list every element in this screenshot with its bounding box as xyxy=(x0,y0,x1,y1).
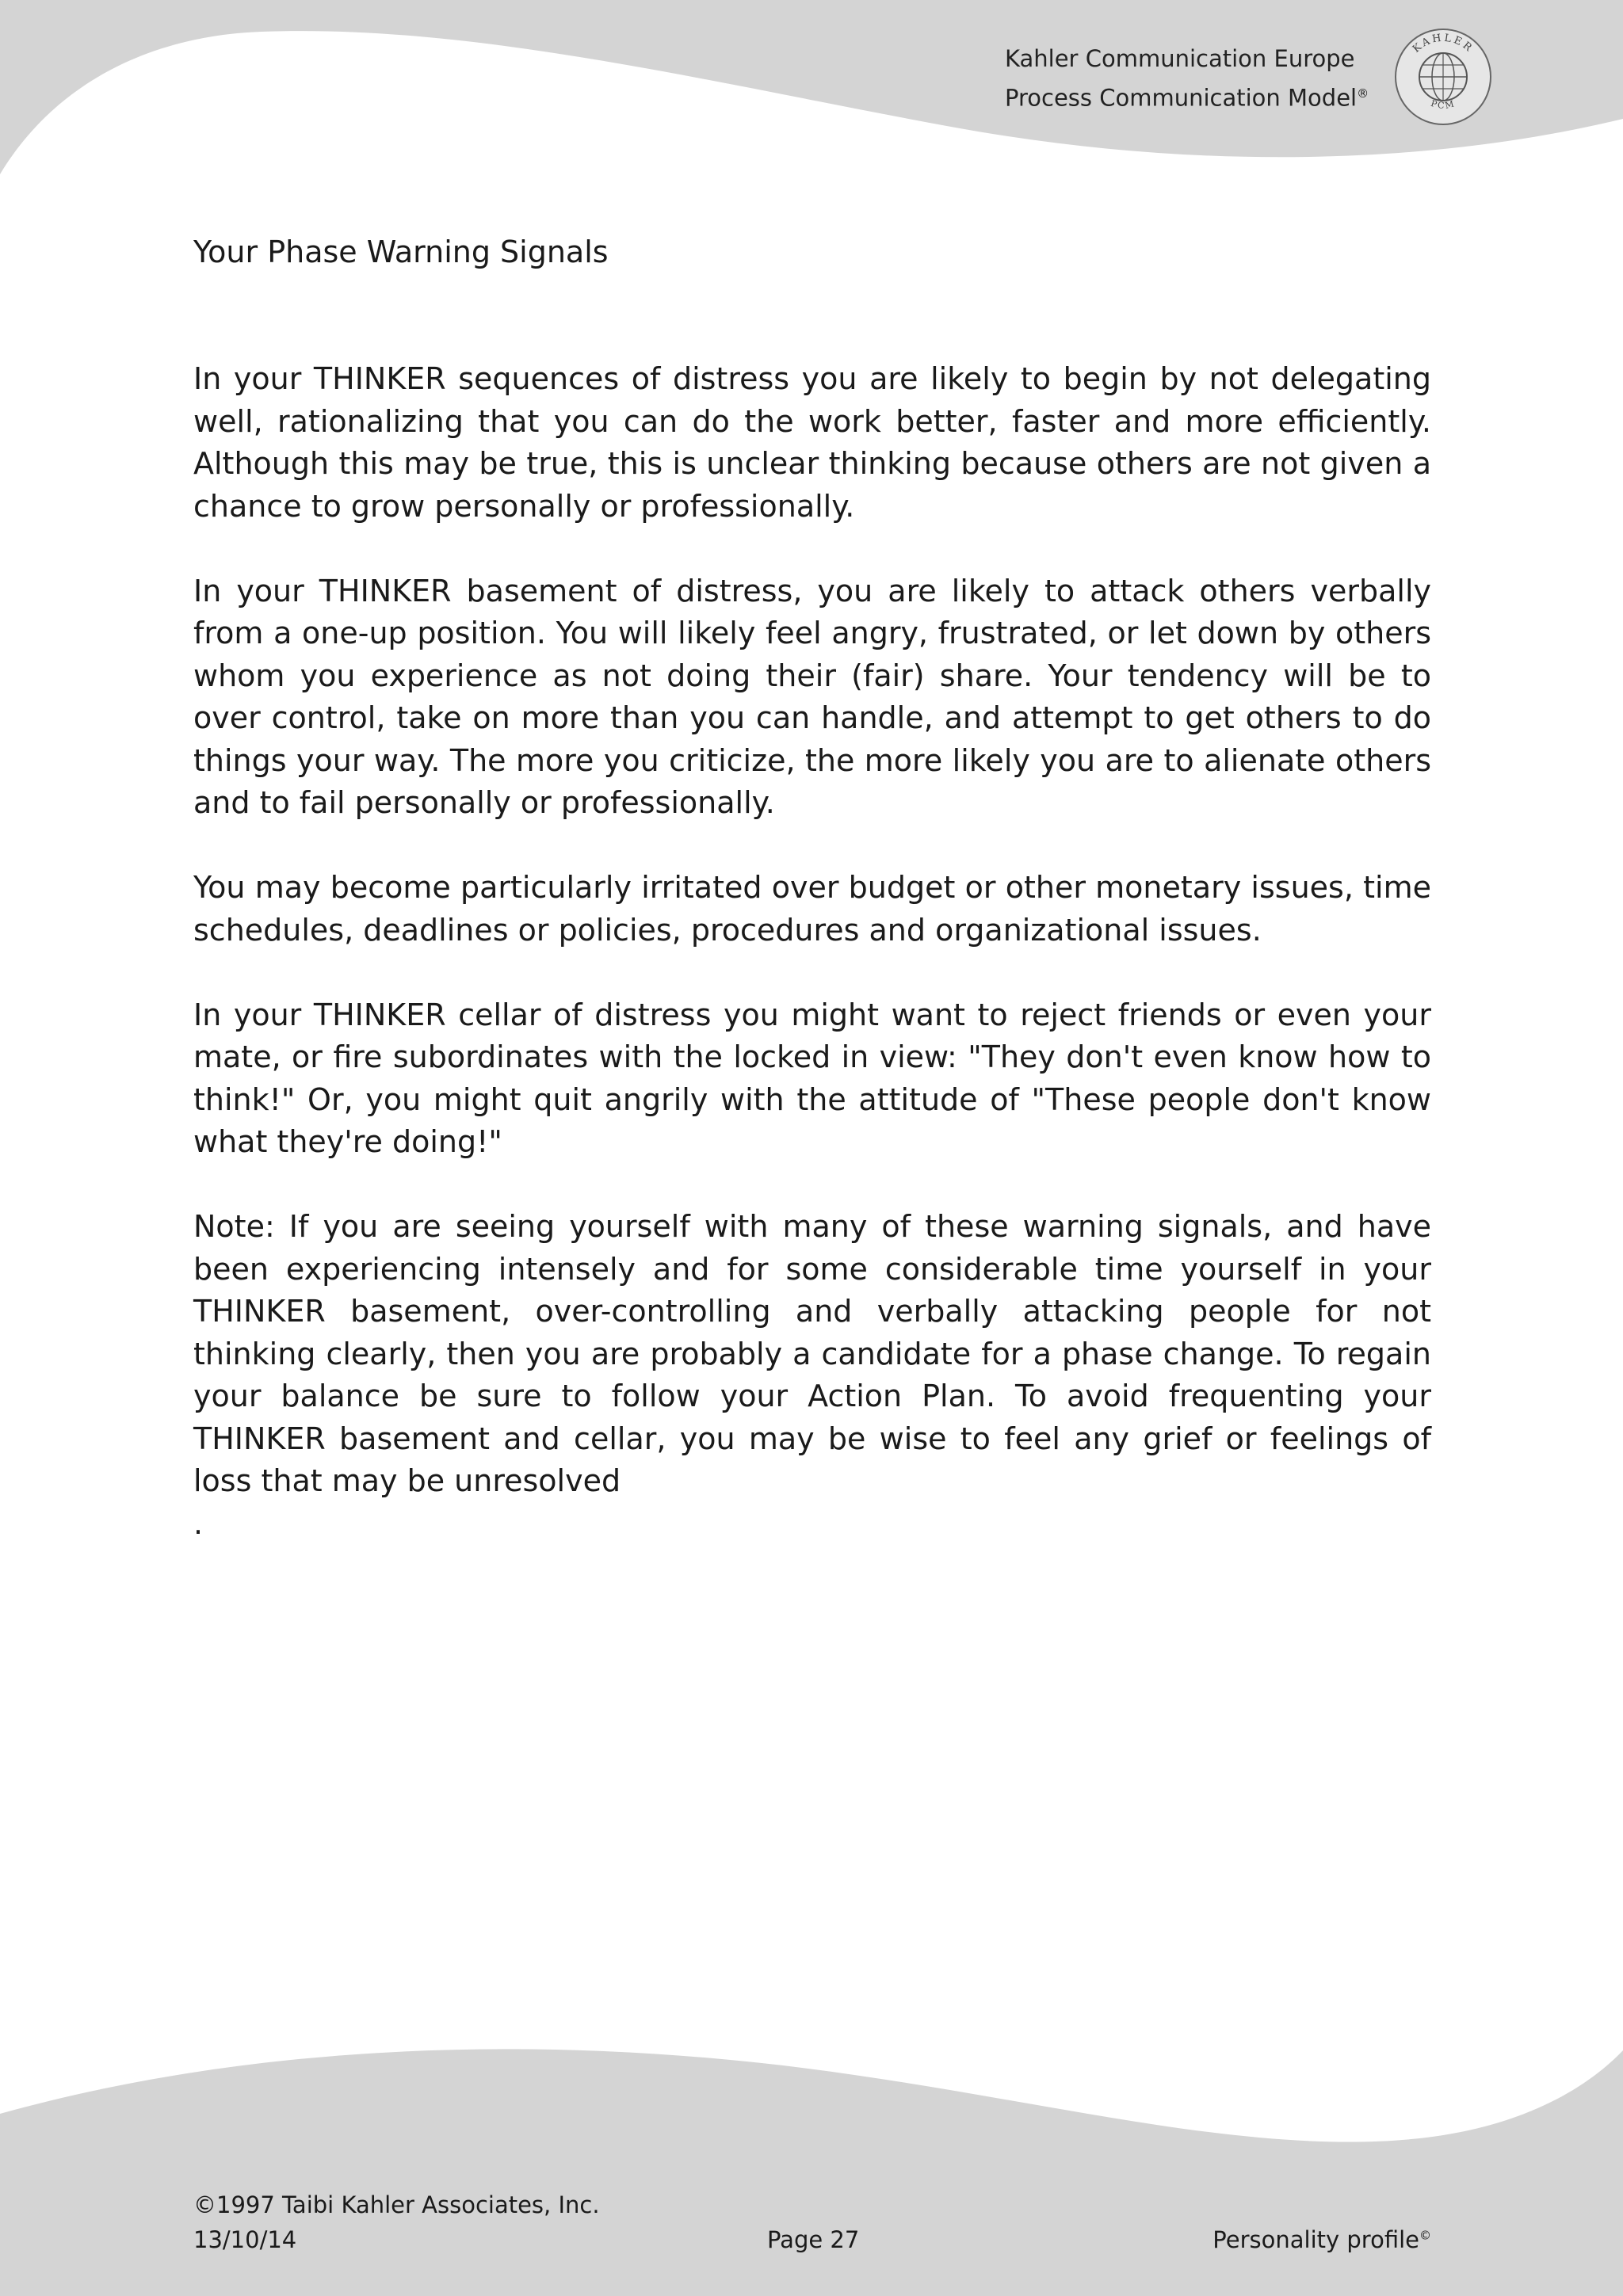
footer-wave xyxy=(0,2027,1623,2296)
header-wave xyxy=(0,0,1623,190)
company-name: Kahler Communication Europe xyxy=(1005,45,1355,72)
paragraph-note: Note: If you are seeing yourself with many of these warning signals, and have been experiencing intensely and for some considerable time yourself in your THINKER basement, over-controlling and verbally attacking people for not thinking clearly, then you are probably a candidate for a phase change. To regain your balance be sure to follow your Action Plan. To avoid frequenting your THINKER basement and cellar, you may be wise to feel any grief or feelings of loss that may be unresolved xyxy=(193,1209,1431,1498)
header-text xyxy=(1005,41,1369,116)
model-name: Process Communication Model® xyxy=(1005,84,1369,112)
paragraph-sequences: In your THINKER sequences of distress you are likely to begin by not delegating well, rationalizing that you can do the work better, faster and more efficiently. Although this may be true, this is unclear thinking because others are not given a chance to grow personally or professionally. xyxy=(193,361,1431,524)
trailing-dot: . xyxy=(193,1505,204,1541)
page-number: Page 27 xyxy=(767,2226,860,2253)
footer-copyright: ©1997 Taibi Kahler Associates, Inc. xyxy=(193,2191,600,2218)
paragraph-irritations: You may become particularly irritated over budget or other monetary issues, time schedules, deadlines or policies, procedures and organizational issues. xyxy=(193,870,1431,948)
body-text xyxy=(193,358,1431,1588)
footer-profile: Personality profile© xyxy=(1212,2226,1431,2253)
footer-date: 13/10/14 xyxy=(193,2226,297,2253)
globe-icon xyxy=(1393,27,1493,127)
logo-arc-top: KAHLER xyxy=(1410,32,1476,55)
paragraph-basement: In your THINKER basement of distress, you are likely to attack others verbally from a one-up position. You will likely feel angry, frustrated, or let down by others whom you experience as not doing their (fair) share. Your tendency will be to over control, take on more than you can handle, and attempt to get others to do things your way. The more you criticize, the more likely you are to alienate others and to fail personally or professionally. xyxy=(193,573,1431,820)
logo-arc-bottom: PCM xyxy=(1429,97,1457,111)
page-title: Your Phase Warning Signals xyxy=(193,235,609,269)
paragraph-cellar: In your THINKER cellar of distress you might want to reject friends or even your mate, or fire subordinates with the locked in view: "They don't even know how to think!" Or, you might quit angrily with the attitude of "These people don't know what they're doing!" xyxy=(193,997,1431,1159)
